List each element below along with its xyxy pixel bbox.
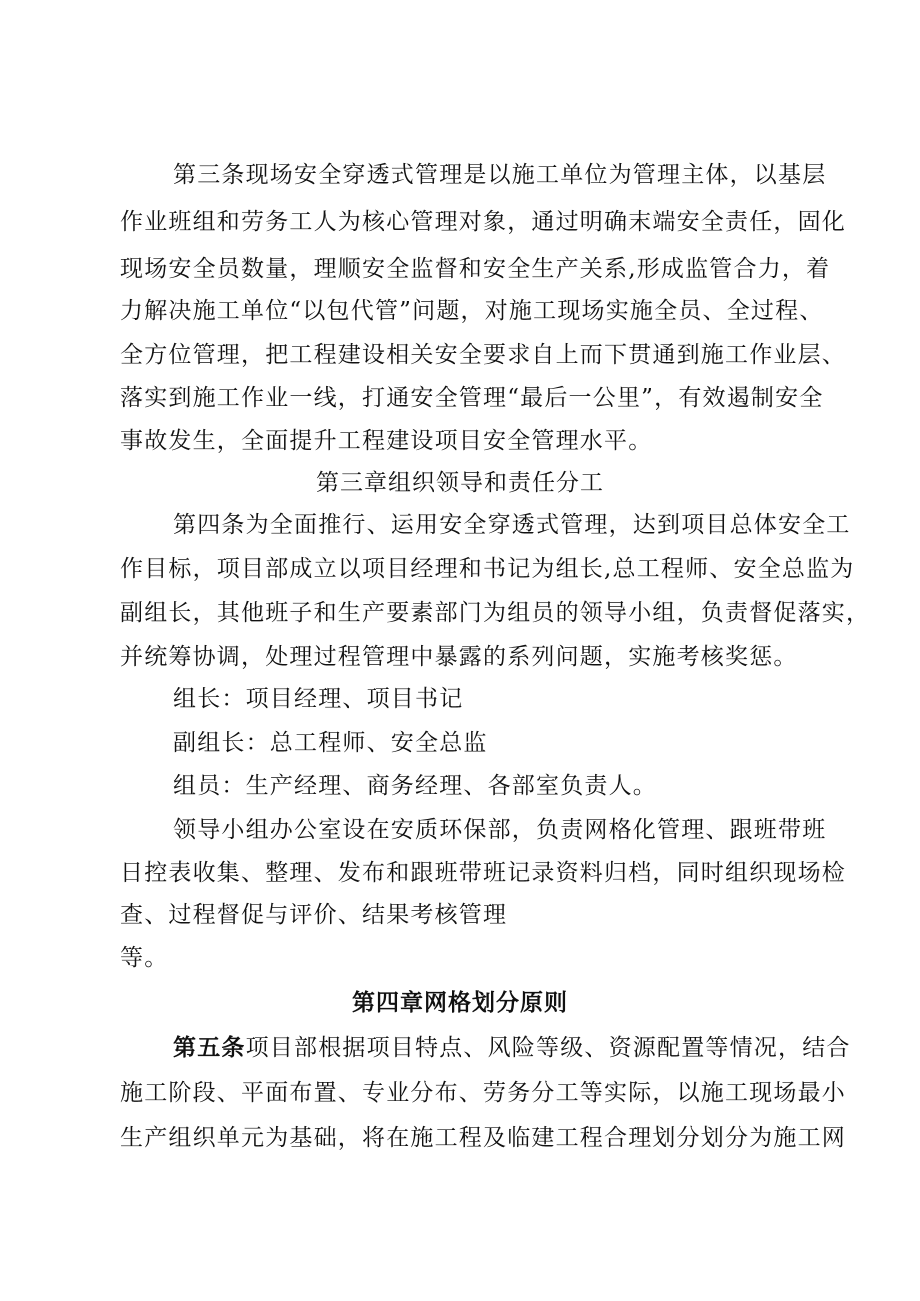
office-line-3: 查、过程督促与评价、结果考核管理: [120, 902, 508, 928]
office-line-2: 日控表收集、整理、发布和跟班带班记录资料归档，同时组织现场检: [120, 860, 846, 886]
deputy-line: 副组长：总工程师、安全总监: [173, 730, 488, 756]
article3-line-7: 事故发生，全面提升工程建设项目安全管理水平。: [120, 428, 653, 454]
article5-line-1: [173, 1033, 873, 1063]
article4-line-4: 并统筹协调，处理过程管理中暴露的系列问题，实施考核奖惩。: [120, 644, 798, 670]
article5-line-3: 生产组织单元为基础，将在施工程及临建工程合理划分划分为施工网: [120, 1125, 846, 1151]
article3-line-4: 力解决施工单位“以包代管”问题，对施工现场实施全员、全过程、: [120, 298, 824, 324]
office-line-4: 等。: [120, 945, 169, 971]
article5-line-1-text: 项目部根据项目特点、风险等级、资源配置等情况，结合: [245, 1035, 851, 1061]
article5-label: 第五条: [173, 1034, 246, 1061]
article3-line-6: 落实到施工作业一线，打通安全管理“最后一公里”，有效遏制安全: [120, 385, 824, 411]
chapter4-title: 第四章网格划分原则: [352, 989, 568, 1016]
leader-line: 组长：项目经理、项目书记: [173, 686, 464, 712]
article4-line-2: 作目标，项目部成立以项目经理和书记为组长,总工程师、安全总监为: [120, 556, 855, 582]
article4-line-3: 副组长，其他班子和生产要素部门为组员的领导小组，负责督促落实，: [120, 600, 871, 626]
article3-line-3: 现场安全员数量，理顺安全监督和安全生产关系,形成监管合力，着: [120, 256, 831, 282]
article5-line-2: 施工阶段、平面布置、专业分布、劳务分工等实际，以施工现场最小: [120, 1080, 846, 1106]
office-line-1: 领导小组办公室设在安质环保部，负责网格化管理、跟班带班: [173, 817, 827, 843]
article3-line-5: 全方位管理，把工程建设相关安全要求自上而下贯通到施工作业层、: [120, 342, 846, 368]
article3-line-2: 作业班组和劳务工人为核心管理对象，通过明确末端安全责任，固化: [120, 209, 846, 235]
members-line: 组员：生产经理、商务经理、各部室负责人。: [173, 773, 657, 799]
article4-line-1: 第四条为全面推行、运用安全穿透式管理，达到项目总体安全工: [173, 512, 851, 538]
article3-line-1: 第三条现场安全穿透式管理是以施工单位为管理主体，以基层: [173, 162, 827, 188]
chapter3-title: 第三章组织领导和责任分工: [316, 470, 604, 496]
